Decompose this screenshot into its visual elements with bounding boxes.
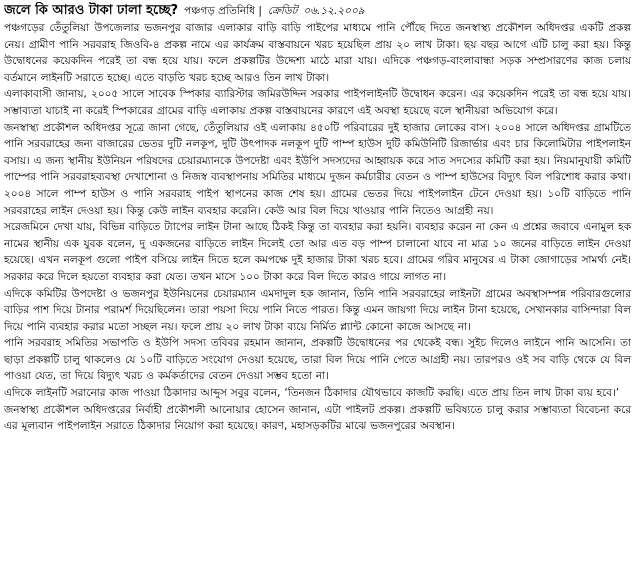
date-label: ক্রেডিট xyxy=(267,5,298,17)
article-date: ০৬.১২.২০০৯ xyxy=(303,5,365,17)
paragraph-4: সরেজমিনে দেখা যায়, বিভিন্ন বাড়িতে ট্যাপের লাইন টানা আছে ঠিকই কিন্তু তা ব্যবহার করা হয়নি। ব্যবহার করেন না কেন এ প্রশ্নের জবাবে এনামুল হক নামের স্থানীয় এক যুবক বলেন, দু একজনের বাড়িতে লাইন দিলেই তো আর এত বড় পাম্প চালানো যাবে না মাত্র ১০ জনের বাড়িতে লাইন দেওয়া হয়েছে। এখন নলকূপ গুলো পাইপ বসিয়ে লাইন দিতে হলে কমপক্ষে দুই হাজার টাকা খরচ হবে। গ্রামের গরিব মানুষের এ টাকা জোগাড়ের সামর্থ্য নেই। সরকার করে দিলে হয়তো ব্যবহার করা যেত। তখন মাসে ১০০ টাকা করে বিল দিতে কারও গায়ে লাগত না। xyxy=(4,221,631,283)
article-title: জলে কি আরও টাকা ঢালা হচ্ছে? xyxy=(4,3,179,18)
paragraph-5: এদিকে কমিটির উপদেষ্টা ও ভজনপুর ইউনিয়নের চেয়ারম্যান এমদাদুল হক জানান, তিনি পানি সরবরাহের লাইনটা গ্রামের অবস্থাসম্পন্ন পরিবারগুলোর বাড়ির পাশ দিয়ে টানার পরামর্শ দিয়েছিলেন। তারা পয়সা দিয়ে পানি নিতে পারত। কিন্তু এমন জায়গা দিয়ে লাইন টানা হয়েছে, সেখানকার বাসিন্দারা বিল দিয়ে পানি ব্যবহার করার মতো সচ্ছল নয়। ফলে প্রায় ২০ লাখ টাকা ব্যয়ে নির্মিত প্ল্যান্ট কোনো কাজে আসছে না। xyxy=(4,287,631,333)
paragraph-8: জনস্বাস্থ্য প্রকৌশল অধিদপ্তরের নির্বাহী প্রকৌশলী আনোয়ার হোসেন জানান, এটা পাইলট প্রকল্প। প্রকল্পটি ভবিষ্যতে চালু করার সম্ভাব্যতা বিবেচনা করে এর মূল্যবান পাইপলাইন সরাতে ঠিকাদার নিয়োগ করা হয়েছে। কারণ, মহাসড়কটির মাঝে ভজনপুরের অবস্থান। xyxy=(4,403,631,433)
article-byline: পঞ্চগড় প্রতিনিধি | xyxy=(184,5,262,17)
paragraph-1: পঞ্চগড়ের তেঁতুলিয়া উপজেলার ভজনপুর বাজার এলাকার বাড়ি বাড়ি পাইপের মাধ্যমে পানি পৌঁছে দিতে জনস্বাস্থ্য প্রকৌশল অধিদপ্তর একটি প্রকল্প নেয়। গ্রামীণ পানি সরবরাহ জিওবি-৪ প্রকল্প নামে এর কার্যক্রম বাস্তবায়নে খরচ হয়েছিল প্রায় ২০ লাখ টাকা। ছয় বছর আগে এটি চালু করা হয়। কিন্তু উদ্বোধনের কয়েকদিন পরেই তা বন্ধ হয়ে যায়। ফলে প্রকল্পটির উদ্দেশ্য মাঠে মারা যায়। এদিকে পঞ্চগড়-বাংলাবান্ধা সড়ক সম্প্রসারণের কাজ চলায় বর্তমানে লাইনটি সরাতে হচ্ছে। এতে বাড়তি খরচ হচ্ছে আরও তিন লাখ টাকা। xyxy=(4,22,631,84)
article-body xyxy=(4,20,631,435)
paragraph-2: এলাকাবাসী জানায়, ২০০৫ সালে সাবেক স্পিকার ব্যারিস্টার জমিরউদ্দিন সরকার পাইপলাইনটি উদ্বোধন করেন। এর কয়েকদিন পরেই তা বন্ধ হয়ে যায়। সম্ভাব্যতা যাচাই না করেই স্পিকারের গ্রামের বাড়ি এলাকায় প্রকল্প বাস্তবায়নের কারণে এই অবস্থা হয়েছে বলে স্থানীয়রা অভিযোগ করে। xyxy=(4,88,631,117)
paragraph-7: এদিকে লাইনটি সরানোর কাজ পাওয়া ঠিকাদার আব্দুস সবুর বলেন, ‘তিনজন ঠিকাদার যৌথভাবে কাজটি করছি। এতে প্রায় তিন লাখ টাকা ব্যয় হবে।’ xyxy=(4,387,620,400)
paragraph-6: পানি সরবরাহ সমিতির সভাপতি ও ইউপি সদস্য তবিবর রহমান জানান, প্রকল্পটি উদ্বোধনের পর থেকেই বন্ধ। সুইচ দিলেও লাইনে পানি আসেনি। তা ছাড়া প্রকল্পটি চালু থাকলেও যে ১০টি বাড়িতে সংযোগ দেওয়া হয়েছে, তারা বিল দিয়ে পানি পেতে আগ্রহী নয়। তারপরও ওই সব বাড়ি থেকে যে বিল পাওয়া যেত, তা দিয়ে বিদ্যুৎ খরচ ও কর্মকর্তাদের বেতন দেওয়া সম্ভব হতো না। xyxy=(4,337,631,383)
article-header xyxy=(4,2,631,20)
paragraph-3: জনস্বাস্থ্য প্রকৌশল অধিদপ্তর সূত্রে জানা গেছে, তেঁতুলিয়ার ওই এলাকায় ৪৫০টি পরিবারের দুই হাজার লোকের বাস। ২০০৪ সালে অধিদপ্তর গ্রামটিতে পানি সরবরাহের জন্য বাজারের ভেতর দুটি নলকূপ, দুটি উৎপাদক নলকূপ দুটি পাম্প হাউস দুটি কমিউনিটি রিজার্ভার এবং চার কিলোমিটার পাইপলাইন বসায়। এ জন্য স্থানীয় ইউনিয়ন পরিষদের চেয়ারম্যানকে উপদেষ্টা এবং ইউপি সদস্যদের আহ্বায়ক করে সাত সদস্যের কমিটি করা হয়। নিয়মানুযায়ী কমিটি পাম্পের পানি সরবরাহব্যবস্থা দেখাশোনা ও নিজস্ব ব্যবস্থাপনায় সমিতির মাধ্যমে দুজন কর্মচারীর বেতন ও পাম্প হাউসের বিদ্যুৎ বিল পরিশোধ করার কথা। ২০০৪ সালে পাম্প হাউস ও পানি সরবরাহ পাইপ স্থাপনের কাজ শেষ হয়। গ্রামের ভেতর দিয়ে পাইপলাইন টেনে দেওয়া হয়। ১০টি বাড়িতে পানি সরবরাহের লাইন দেওয়া হয়। কিন্তু কেউ লাইন ব্যবহার করেনি। কেউ আর বিল দিয়ে খাওয়ার পানি নিতেও আগ্রহী নয়। xyxy=(4,121,631,217)
